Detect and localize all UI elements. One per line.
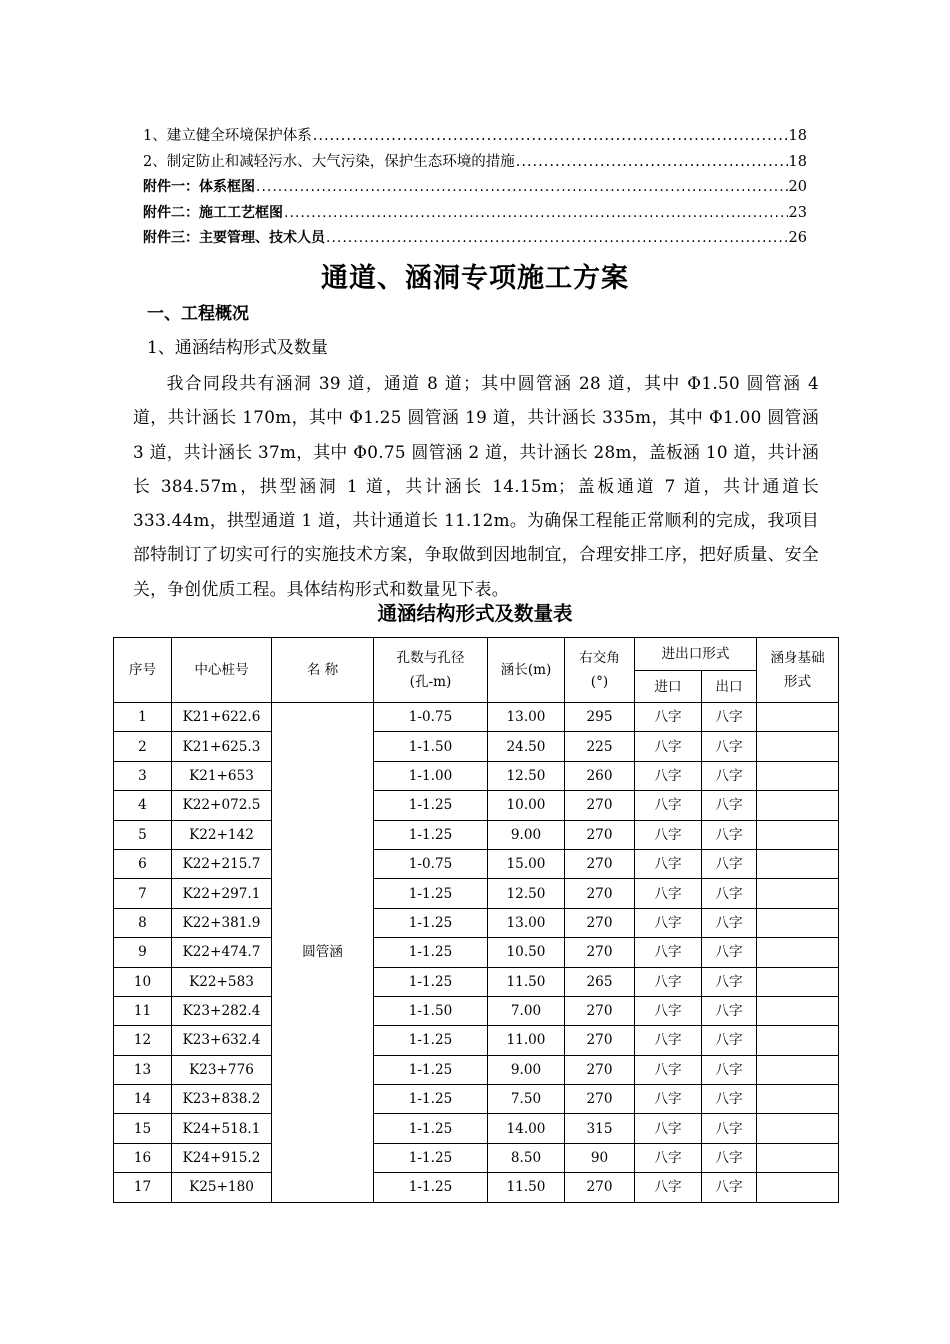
cell-station: K24+518.1 bbox=[172, 1114, 272, 1143]
cell-station: K22+474.7 bbox=[172, 938, 272, 967]
cell-outlet: 八字 bbox=[702, 820, 757, 849]
cell-station: K21+622.6 bbox=[172, 703, 272, 732]
toc-entry-text: 附件一：体系框图 bbox=[143, 179, 255, 196]
cell-station: K22+215.7 bbox=[172, 849, 272, 878]
cell-holes: 1-1.25 bbox=[374, 820, 488, 849]
cell-base bbox=[757, 1055, 839, 1084]
cell-angle: 315 bbox=[565, 1114, 635, 1143]
cell-base bbox=[757, 791, 839, 820]
cell-holes: 1-1.25 bbox=[374, 1085, 488, 1114]
header-inout: 进出口形式 bbox=[635, 638, 757, 671]
cell-seq: 4 bbox=[114, 791, 172, 820]
culvert-table bbox=[113, 637, 839, 1203]
header-angle bbox=[565, 638, 635, 703]
cell-angle: 270 bbox=[565, 820, 635, 849]
cell-length: 12.50 bbox=[488, 879, 565, 908]
table-row bbox=[114, 1055, 839, 1084]
toc-leader-dots bbox=[284, 201, 788, 227]
table-row bbox=[114, 732, 839, 761]
cell-inlet: 八字 bbox=[635, 1026, 702, 1055]
cell-angle: 225 bbox=[565, 732, 635, 761]
cell-base bbox=[757, 1143, 839, 1172]
section-heading: 一、工程概况 bbox=[147, 304, 249, 324]
cell-seq: 3 bbox=[114, 761, 172, 790]
cell-inlet: 八字 bbox=[635, 703, 702, 732]
cell-inlet: 八字 bbox=[635, 761, 702, 790]
header-base bbox=[757, 638, 839, 703]
cell-holes: 1-1.50 bbox=[374, 996, 488, 1025]
table-row bbox=[114, 938, 839, 967]
cell-angle: 265 bbox=[565, 967, 635, 996]
cell-seq: 10 bbox=[114, 967, 172, 996]
cell-length: 13.00 bbox=[488, 908, 565, 937]
header-base-line2: 形式 bbox=[783, 674, 812, 690]
cell-length: 24.50 bbox=[488, 732, 565, 761]
cell-base bbox=[757, 1173, 839, 1202]
cell-seq: 11 bbox=[114, 996, 172, 1025]
cell-base bbox=[757, 908, 839, 937]
header-outlet: 出口 bbox=[702, 671, 757, 703]
header-name: 名 称 bbox=[272, 638, 374, 703]
cell-inlet: 八字 bbox=[635, 1055, 702, 1084]
table-row bbox=[114, 820, 839, 849]
header-inlet: 进口 bbox=[635, 671, 702, 703]
toc-page-number: 23 bbox=[788, 204, 807, 221]
toc-entry[interactable] bbox=[143, 150, 807, 176]
cell-outlet: 八字 bbox=[702, 996, 757, 1025]
header-holes-line2: (孔-m) bbox=[409, 674, 452, 690]
cell-holes: 1-1.25 bbox=[374, 1173, 488, 1202]
cell-inlet: 八字 bbox=[635, 732, 702, 761]
toc-leader-dots bbox=[326, 226, 788, 252]
toc-entry-text: 附件三：主要管理、技术人员 bbox=[143, 230, 325, 247]
cell-holes: 1-1.00 bbox=[374, 761, 488, 790]
cell-outlet: 八字 bbox=[702, 938, 757, 967]
cell-inlet: 八字 bbox=[635, 849, 702, 878]
cell-seq: 2 bbox=[114, 732, 172, 761]
table-title: 通涵结构形式及数量表 bbox=[377, 602, 573, 625]
cell-length: 12.50 bbox=[488, 761, 565, 790]
cell-base bbox=[757, 1026, 839, 1055]
cell-holes: 1-1.25 bbox=[374, 1143, 488, 1172]
toc-page-number: 18 bbox=[788, 128, 807, 144]
cell-base bbox=[757, 938, 839, 967]
cell-outlet: 八字 bbox=[702, 761, 757, 790]
header-angle-line2: (°) bbox=[590, 674, 609, 690]
cell-outlet: 八字 bbox=[702, 967, 757, 996]
cell-seq: 17 bbox=[114, 1173, 172, 1202]
cell-station: K22+381.9 bbox=[172, 908, 272, 937]
toc-entry-text: 1、建立健全环境保护体系 bbox=[143, 128, 312, 144]
toc-leader-dots bbox=[256, 175, 788, 201]
cell-holes: 1-1.50 bbox=[374, 732, 488, 761]
cell-inlet: 八字 bbox=[635, 791, 702, 820]
cell-angle: 270 bbox=[565, 1085, 635, 1114]
cell-outlet: 八字 bbox=[702, 879, 757, 908]
cell-angle: 270 bbox=[565, 938, 635, 967]
cell-angle: 270 bbox=[565, 879, 635, 908]
cell-length: 15.00 bbox=[488, 849, 565, 878]
toc-leader-dots bbox=[516, 150, 788, 176]
cell-length: 9.00 bbox=[488, 820, 565, 849]
cell-station: K23+282.4 bbox=[172, 996, 272, 1025]
cell-base bbox=[757, 820, 839, 849]
toc-entry[interactable] bbox=[143, 124, 807, 150]
cell-outlet: 八字 bbox=[702, 1055, 757, 1084]
cell-length: 10.00 bbox=[488, 791, 565, 820]
cell-base bbox=[757, 732, 839, 761]
cell-seq: 1 bbox=[114, 703, 172, 732]
cell-inlet: 八字 bbox=[635, 967, 702, 996]
cell-inlet: 八字 bbox=[635, 908, 702, 937]
cell-station: K23+632.4 bbox=[172, 1026, 272, 1055]
cell-inlet: 八字 bbox=[635, 1114, 702, 1143]
toc-entry[interactable] bbox=[143, 201, 807, 227]
cell-seq: 13 bbox=[114, 1055, 172, 1084]
cell-holes: 1-0.75 bbox=[374, 849, 488, 878]
cell-holes: 1-1.25 bbox=[374, 1055, 488, 1084]
cell-length: 11.00 bbox=[488, 1026, 565, 1055]
cell-outlet: 八字 bbox=[702, 1085, 757, 1114]
cell-length: 9.00 bbox=[488, 1055, 565, 1084]
cell-angle: 270 bbox=[565, 1055, 635, 1084]
cell-base bbox=[757, 996, 839, 1025]
toc-entry-text: 2、制定防止和减轻污水、大气污染，保护生态环境的措施 bbox=[143, 153, 515, 170]
cell-station: K24+915.2 bbox=[172, 1143, 272, 1172]
cell-angle: 270 bbox=[565, 1173, 635, 1202]
header-station: 中心桩号 bbox=[172, 638, 272, 703]
cell-length: 11.50 bbox=[488, 1173, 565, 1202]
cell-holes: 1-1.25 bbox=[374, 879, 488, 908]
cell-holes: 1-1.25 bbox=[374, 1114, 488, 1143]
table-row bbox=[114, 1026, 839, 1055]
cell-station: K22+142 bbox=[172, 820, 272, 849]
cell-length: 7.00 bbox=[488, 996, 565, 1025]
cell-inlet: 八字 bbox=[635, 879, 702, 908]
document-title: 通道、涵洞专项施工方案 bbox=[321, 263, 629, 294]
cell-base bbox=[757, 1114, 839, 1143]
cell-outlet: 八字 bbox=[702, 849, 757, 878]
cell-outlet: 八字 bbox=[702, 1143, 757, 1172]
cell-angle: 270 bbox=[565, 908, 635, 937]
table-row bbox=[114, 1143, 839, 1172]
cell-station: K21+625.3 bbox=[172, 732, 272, 761]
cell-outlet: 八字 bbox=[702, 1026, 757, 1055]
header-angle-line1: 右交角 bbox=[579, 650, 620, 666]
cell-outlet: 八字 bbox=[702, 908, 757, 937]
cell-angle: 270 bbox=[565, 996, 635, 1025]
cell-station: K23+776 bbox=[172, 1055, 272, 1084]
table-row bbox=[114, 703, 839, 732]
cell-base bbox=[757, 1085, 839, 1114]
cell-base bbox=[757, 967, 839, 996]
cell-length: 7.50 bbox=[488, 1085, 565, 1114]
cell-outlet: 八字 bbox=[702, 791, 757, 820]
table-row bbox=[114, 1114, 839, 1143]
cell-holes: 1-1.25 bbox=[374, 791, 488, 820]
cell-inlet: 八字 bbox=[635, 938, 702, 967]
cell-angle: 270 bbox=[565, 1026, 635, 1055]
toc-leader-dots bbox=[313, 124, 788, 150]
header-holes-line1: 孔数与孔径 bbox=[396, 650, 465, 666]
cell-length: 13.00 bbox=[488, 703, 565, 732]
cell-base bbox=[757, 879, 839, 908]
toc-page-number: 26 bbox=[788, 230, 807, 247]
cell-holes: 1-1.25 bbox=[374, 908, 488, 937]
cell-seq: 7 bbox=[114, 879, 172, 908]
cell-base bbox=[757, 849, 839, 878]
cell-holes: 1-1.25 bbox=[374, 938, 488, 967]
table-row bbox=[114, 908, 839, 937]
cell-length: 8.50 bbox=[488, 1143, 565, 1172]
cell-outlet: 八字 bbox=[702, 703, 757, 732]
table-row bbox=[114, 967, 839, 996]
cell-seq: 8 bbox=[114, 908, 172, 937]
cell-station: K22+297.1 bbox=[172, 879, 272, 908]
cell-inlet: 八字 bbox=[635, 1173, 702, 1202]
cell-seq: 9 bbox=[114, 938, 172, 967]
cell-base bbox=[757, 761, 839, 790]
toc-entry[interactable] bbox=[143, 226, 807, 252]
cell-seq: 14 bbox=[114, 1085, 172, 1114]
cell-inlet: 八字 bbox=[635, 996, 702, 1025]
cell-seq: 6 bbox=[114, 849, 172, 878]
cell-station: K22+072.5 bbox=[172, 791, 272, 820]
cell-base bbox=[757, 703, 839, 732]
cell-inlet: 八字 bbox=[635, 1085, 702, 1114]
cell-inlet: 八字 bbox=[635, 1143, 702, 1172]
toc-page-number: 18 bbox=[788, 153, 807, 170]
cell-seq: 5 bbox=[114, 820, 172, 849]
cell-holes: 1-1.25 bbox=[374, 1026, 488, 1055]
cell-outlet: 八字 bbox=[702, 1173, 757, 1202]
cell-group-name: 圆管涵 bbox=[272, 703, 374, 1203]
toc-entry-text: 附件二：施工工艺框图 bbox=[143, 204, 283, 221]
cell-station: K23+838.2 bbox=[172, 1085, 272, 1114]
cell-angle: 270 bbox=[565, 849, 635, 878]
table-row bbox=[114, 1173, 839, 1202]
table-row bbox=[114, 879, 839, 908]
toc-page-number: 20 bbox=[788, 179, 807, 196]
header-holes bbox=[374, 638, 488, 703]
table-row bbox=[114, 849, 839, 878]
cell-station: K21+653 bbox=[172, 761, 272, 790]
cell-station: K25+180 bbox=[172, 1173, 272, 1202]
cell-length: 11.50 bbox=[488, 967, 565, 996]
table-row bbox=[114, 996, 839, 1025]
cell-angle: 270 bbox=[565, 791, 635, 820]
table-row bbox=[114, 791, 839, 820]
header-seq: 序号 bbox=[114, 638, 172, 703]
toc-entry[interactable] bbox=[143, 175, 807, 201]
cell-length: 10.50 bbox=[488, 938, 565, 967]
header-base-line1: 涵身基础 bbox=[770, 650, 825, 666]
cell-seq: 15 bbox=[114, 1114, 172, 1143]
cell-holes: 1-1.25 bbox=[374, 967, 488, 996]
body-paragraph: 我合同段共有涵洞 39 道，通道 8 道；其中圆管涵 28 道，其中 Φ1.50 圆管涵 4 道，共计涵长 170m，其中 Φ1.25 圆管涵 19 道，共计涵长 335m，其中 Φ1.00 圆管涵 3 道，共计涵长 37m，其中 Φ0.75 圆管涵 2 道，共计涵长 28m，盖板涵 10 道，共计涵长 384.57m，拱型涵洞 1 道，共计涵长 14.15m；盖板通道 7 道，共计通道长 333.44m，拱型通道 1 道，共计通道长 11.12m。为确保工程能正常顺利的完成，我项目部特制订了切实可行的实施技术方案，争取做到因地制宜，合理安排工序，把好质量、安全关，争创优质工程。具体结构形式和数量见下表。 bbox=[133, 373, 819, 599]
cell-seq: 12 bbox=[114, 1026, 172, 1055]
cell-outlet: 八字 bbox=[702, 1114, 757, 1143]
cell-outlet: 八字 bbox=[702, 732, 757, 761]
cell-angle: 295 bbox=[565, 703, 635, 732]
subsection-heading: 1、通涵结构形式及数量 bbox=[147, 338, 328, 358]
header-length: 涵长(m) bbox=[488, 638, 565, 703]
table-of-contents bbox=[143, 124, 807, 252]
cell-station: K22+583 bbox=[172, 967, 272, 996]
cell-seq: 16 bbox=[114, 1143, 172, 1172]
cell-length: 14.00 bbox=[488, 1114, 565, 1143]
cell-holes: 1-0.75 bbox=[374, 703, 488, 732]
table-row bbox=[114, 761, 839, 790]
cell-angle: 260 bbox=[565, 761, 635, 790]
cell-angle: 90 bbox=[565, 1143, 635, 1172]
cell-inlet: 八字 bbox=[635, 820, 702, 849]
table-row bbox=[114, 1085, 839, 1114]
